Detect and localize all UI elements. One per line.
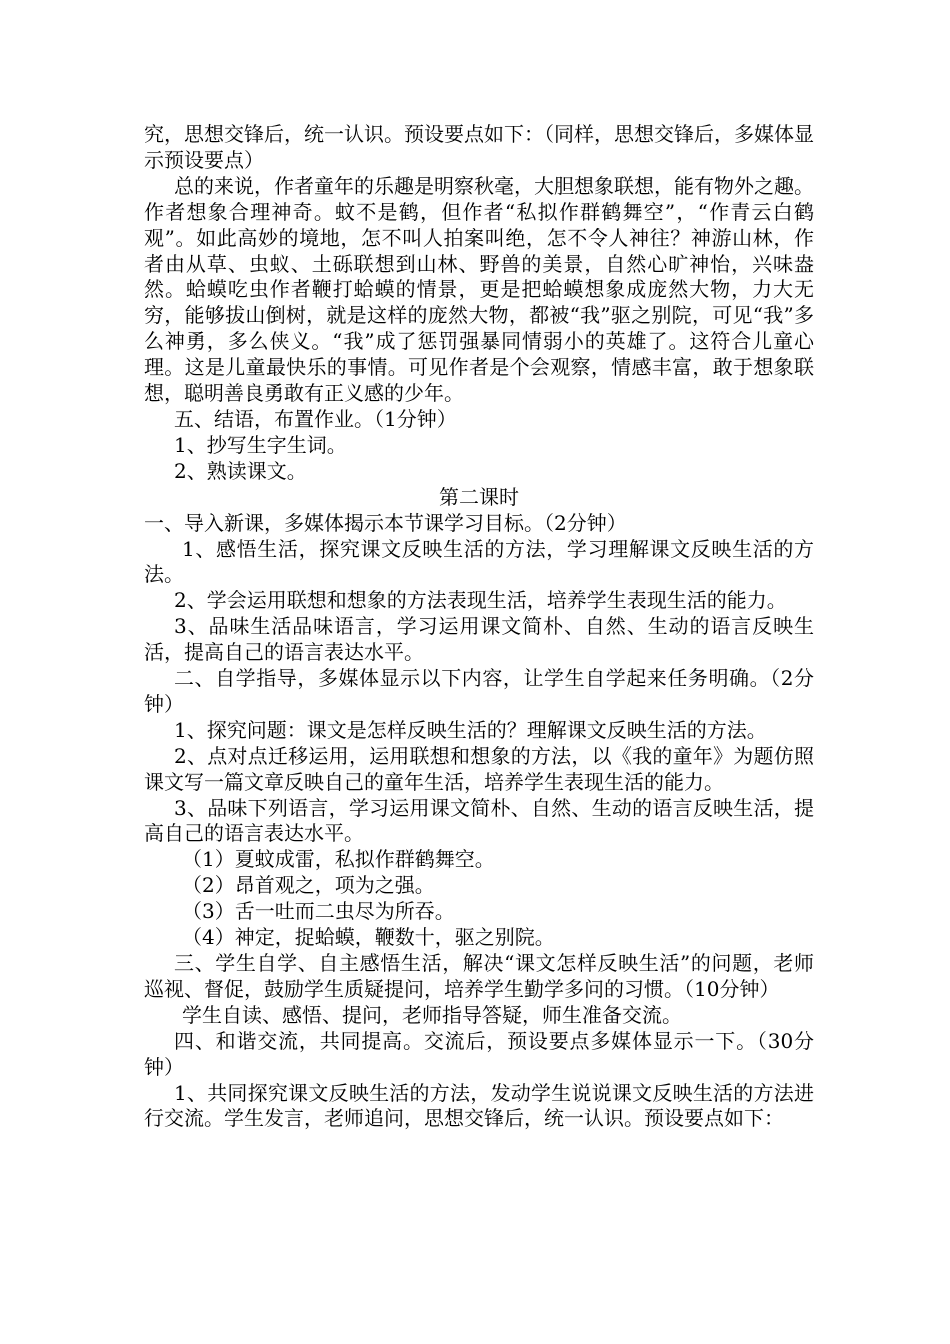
document-page [144, 122, 814, 1132]
lesson-heading: 第二课时 [439, 484, 519, 509]
paragraph-activity: 学生自读、感悟、提问，老师指导答疑，师生准备交流。 [182, 1002, 682, 1027]
quote-item: （4）神定，捉蛤蟆，鞭数十，驱之别院。 [182, 925, 555, 950]
homework-item: 1、抄写生字生词。 [174, 432, 347, 457]
exchange-item: 1、共同探究课文反映生活的方法，发动学生说说课文反映生活的方法进行交流。学生发言，老师追问，思想交锋后，统一认识。预设要点如下： [144, 1080, 814, 1131]
objective-item: 2、学会运用联想和想象的方法表现生活，培养学生表现生活的能力。 [174, 588, 787, 613]
objective-item: 3、品味生活品味语言，学习运用课文简朴、自然、生动的语言反映生活，提高自己的语言表达水平。 [144, 614, 814, 665]
quote-item: （1）夏蚊成雷，私拟作群鹤舞空。 [182, 847, 495, 872]
section-heading-conclusion: 五、结语，布置作业。（1分钟） [174, 406, 457, 431]
guide-item: 3、品味下列语言，学习运用课文简朴、自然、生动的语言反映生活，提高自己的语言表达水平。 [144, 795, 814, 846]
guide-item: 1、探究问题：课文是怎样反映生活的？理解课文反映生活的方法。 [174, 717, 767, 742]
quote-item: （3）舌一吐而二虫尽为所吞。 [182, 899, 455, 924]
quote-item: （2）昂首观之，项为之强。 [182, 873, 435, 898]
section-heading-self-study: 二、自学指导，多媒体显示以下内容，让学生自学起来任务明确。（2分钟） [144, 666, 814, 716]
section-heading-intro: 一、导入新课，多媒体揭示本节课学习目标。（2分钟） [144, 510, 627, 535]
objective-item: 1、感悟生活，探究课文反映生活的方法，学习理解课文反映生活的方法。 [144, 536, 814, 587]
paragraph-continuation: 究，思想交锋后，统一认识。预设要点如下：（同样，思想交锋后，多媒体显示预设要点） [144, 122, 814, 172]
section-heading-exchange: 四、和谐交流，共同提高。交流后，预设要点多媒体显示一下。（30分钟） [144, 1028, 814, 1079]
section-heading-self-learning: 三、学生自学、自主感悟生活，解决“课文怎样反映生活”的问题，老师巡视、督促，鼓励学生质疑提问，培养学生勤学多问的习惯。（10分钟） [144, 951, 814, 1001]
paragraph-summary: 总的来说，作者童年的乐趣是明察秋毫，大胆想象联想，能有物外之趣。作者想象合理神奇。蚊不是鹤，但作者“私拟作群鹤舞空”，“作青云白鹤观”。如此高妙的境地，怎不叫人拍案叫绝，怎不令人神往？神游山林，作者由从草、虫蚁、土砾联想到山林、野兽的美景，自然心旷神怡，兴味盎然。蛤蟆吃虫作者鞭打蛤蟆的情景，更是把蛤蟆想象成庞然大物，力大无穷，能够拔山倒树，就是这样的庞然大物，都被“我”驱之别院，可见“我”多么神勇，多么侠义。“我”成了惩罚强暴同情弱小的英雄了。这符合儿童心理。这是儿童最快乐的事情。可见作者是个会观察，情感丰富，敢于想象联想，聪明善良勇敢有正义感的少年。 [144, 173, 814, 406]
homework-item: 2、熟读课文。 [174, 458, 307, 483]
guide-item: 2、点对点迁移运用，运用联想和想象的方法，以《我的童年》为题仿照课文写一篇文章反映自己的童年生活，培养学生表现生活的能力。 [144, 743, 814, 794]
